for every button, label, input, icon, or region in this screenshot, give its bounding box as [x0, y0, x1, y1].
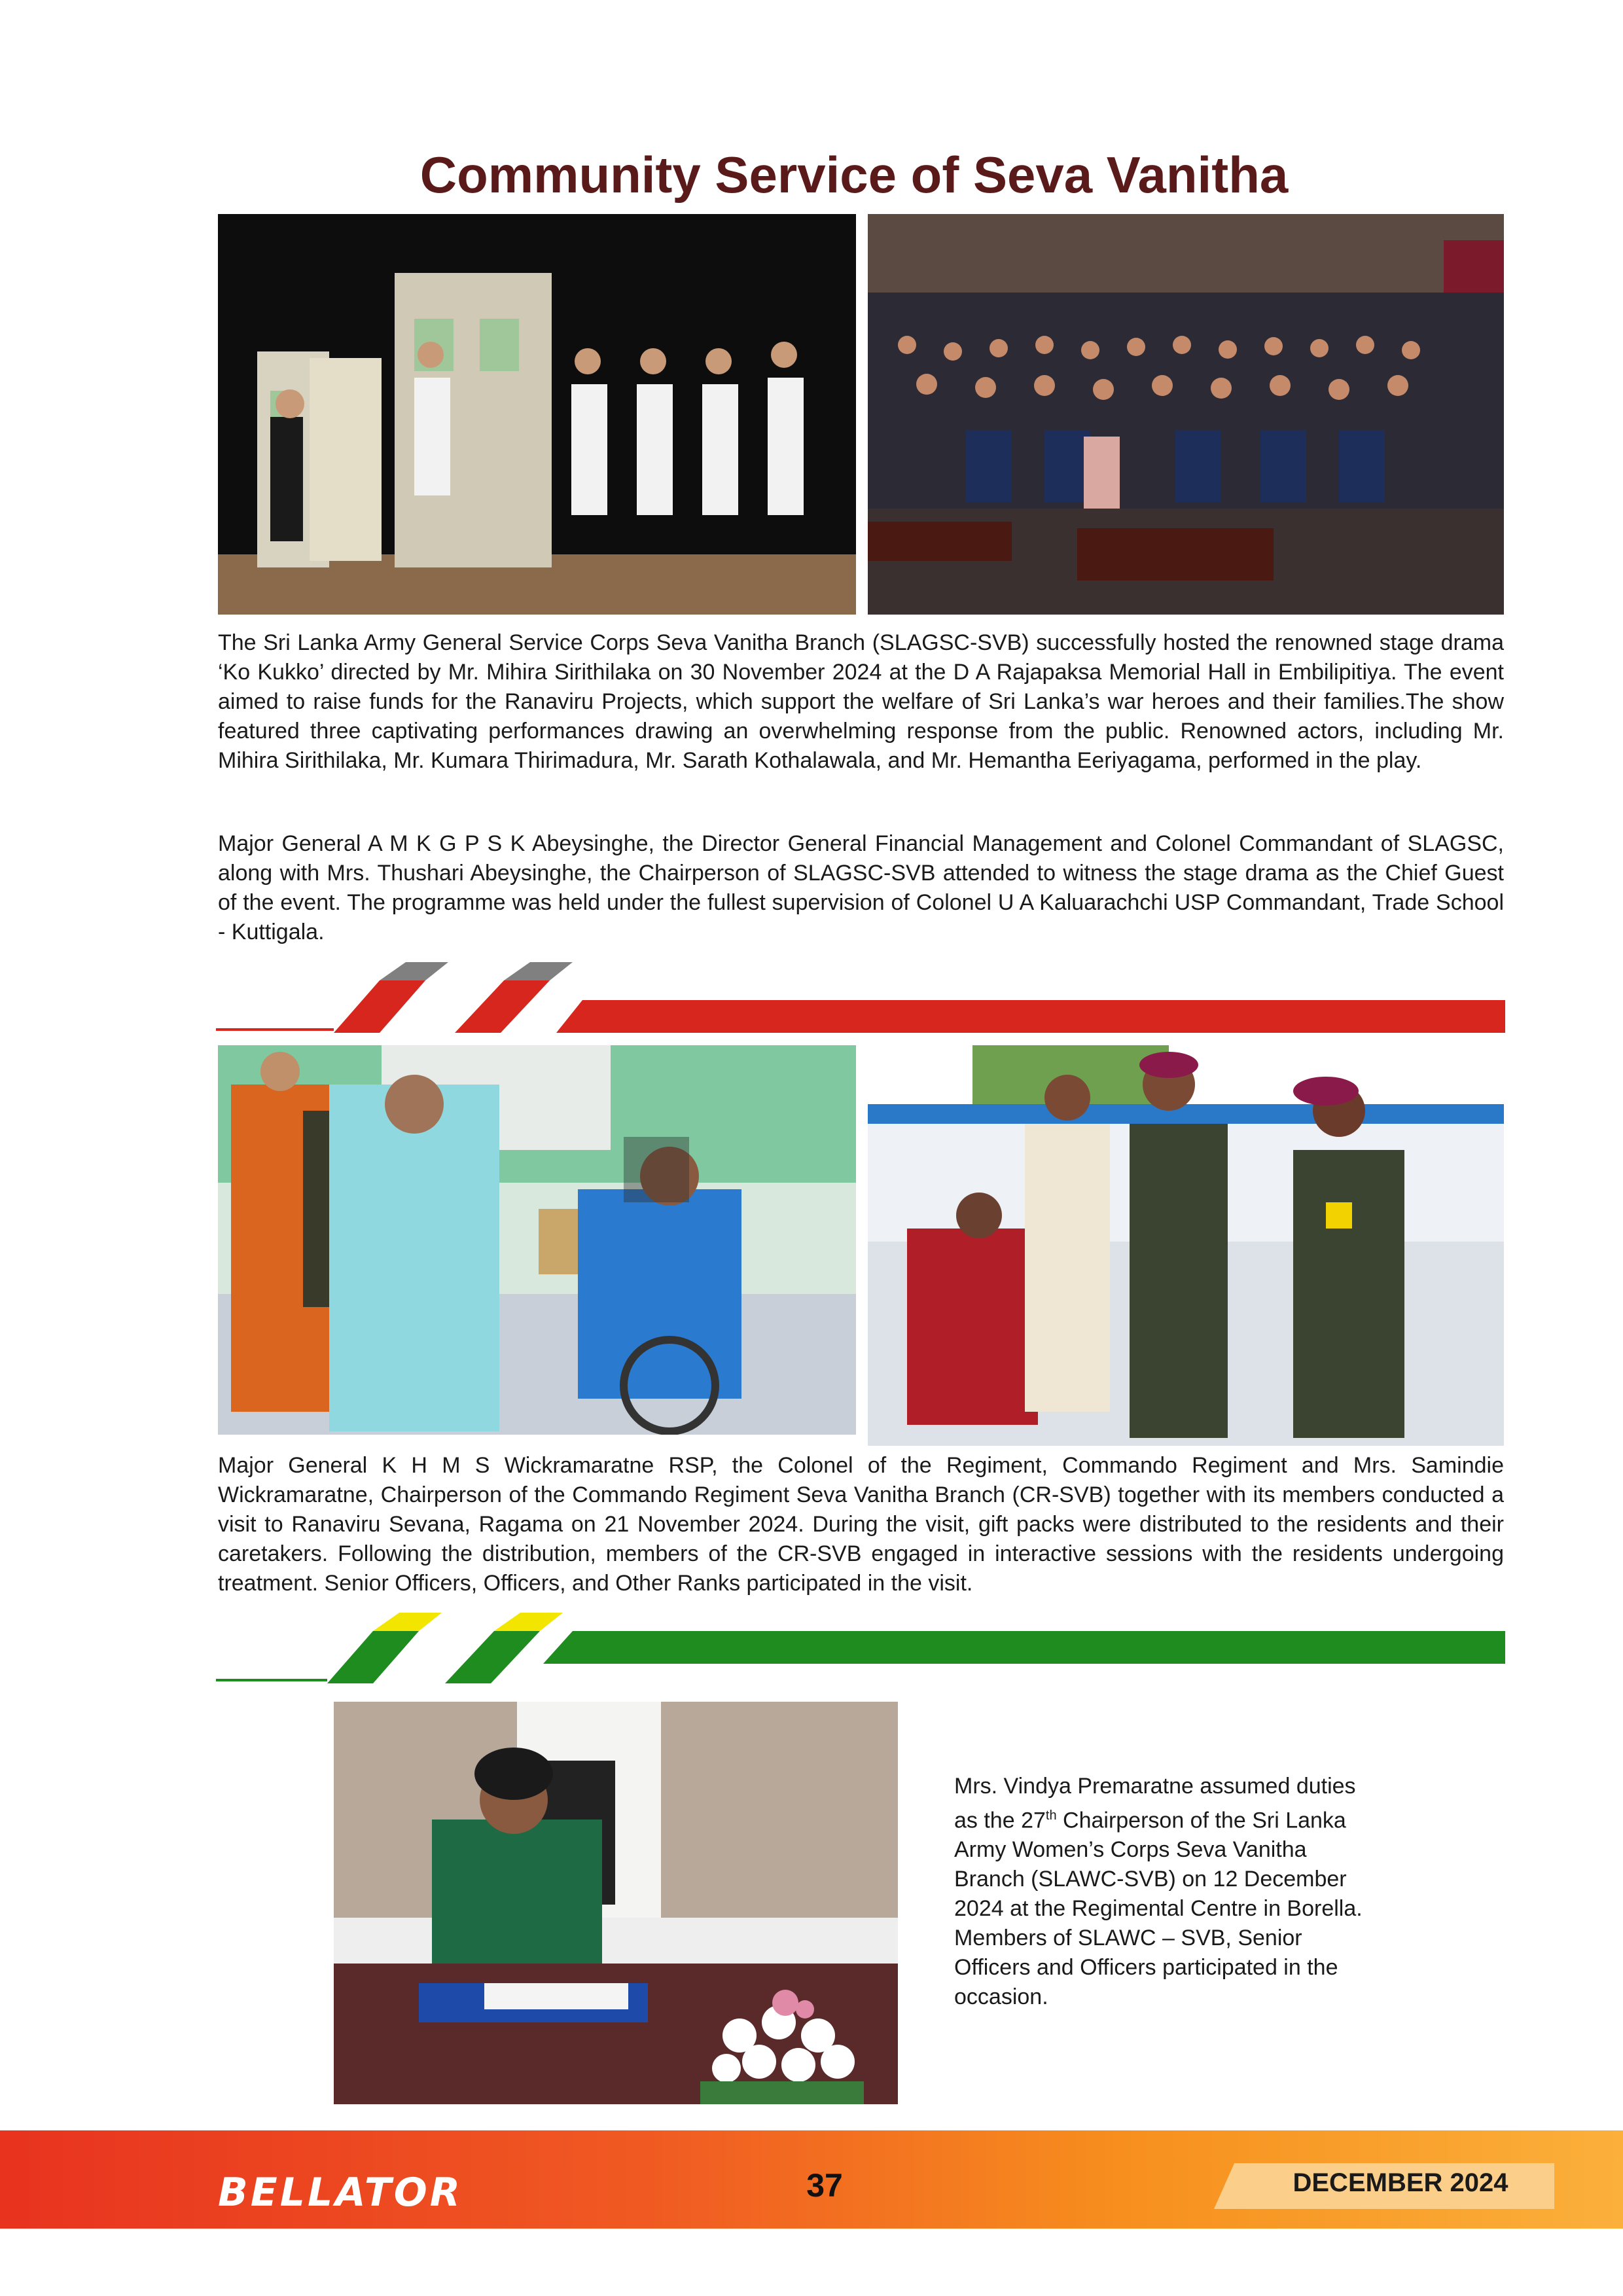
article-3-text-end: Chairperson of the Sri Lanka Army Women’s Corps Seva Vanitha Branch (SLAWC-SVB) on 12 December 2024 at the Regimental Centre in Borella. Members of SLAWC – SVB, Senior Officers and Officers participated in the occasion. — [954, 1808, 1363, 2010]
page-number: 37 — [806, 2167, 843, 2204]
article-2-paragraph-1: Major General K H M S Wickramaratne RSP, the Colonel of the Regiment, Commando Regiment and Mrs. Samindie Wickramaratne, Chairperson of the Commando Regiment Seva Vanitha Branch (CR-SVB) together with its members conducted a visit to Ranaviru Sevana, Ragama on 21 November 2024. During the visit, gift packs were distributed to the residents and their caretakers. Following the distribution, members of the CR-SVB engaged in interactive sessions with the residents undergoing treatment. Senior Officers, Officers, and Other Ranks participated in the visit. — [218, 1453, 1504, 1596]
section-divider-green — [216, 1611, 1505, 1683]
ward-visit-photo — [868, 1045, 1504, 1446]
signing-ceremony-photo — [334, 1702, 898, 2104]
article-1-paragraph-1: The Sri Lanka Army General Service Corps Seva Vanitha Branch (SLAGSC-SVB) successfully hosted the renowned stage drama ‘Ko Kukko’ directed by Mr. Mihira Sirithilaka on 30 November 2024 at the D A Rajapaksa Memorial Hall in Embilipitiya. The event aimed to raise funds for the Ranaviru Projects, which support the welfare of Sri Lanka’s war heroes and their families.The show featured three captivating performances drawing an overwhelming response from the public. Renowned actors, including Mr. Mihira Sirithilaka, Mr. Kumara Thirimadura, Mr. Sarath Kothalawala, and Mr. Hemantha Eeriyagama, performed in the play. — [218, 630, 1504, 773]
article-1-paragraph-2: Major General A M K G P S K Abeysinghe, the Director General Financial Management and Colonel Commandant of SLAGSC, along with Mrs. Thushari Abeysinghe, the Chairperson of SLAGSC-SVB attended to witness the stage drama as the Chief Guest of the event. The programme was held under the fullest supervision of Colonel U A Kaluarachchi USP Commandant, Trade School - Kuttigala. — [218, 831, 1504, 944]
stage-drama-photo — [218, 214, 856, 615]
section-divider-red — [216, 961, 1505, 1033]
audience-photo — [868, 214, 1504, 615]
magazine-logo: BELLATOR — [218, 2170, 463, 2215]
gift-distribution-photo — [218, 1045, 856, 1435]
issue-date: DECEMBER 2024 — [1293, 2168, 1508, 2197]
page-title: Community Service of Seva Vanitha — [419, 146, 1289, 204]
article-3-text-start: Mrs. Vindya Premaratne assumed duties as the 27 — [954, 1774, 1356, 1833]
ordinal-suffix: th — [1045, 1808, 1057, 1823]
article-3-paragraph — [954, 1772, 1380, 2012]
